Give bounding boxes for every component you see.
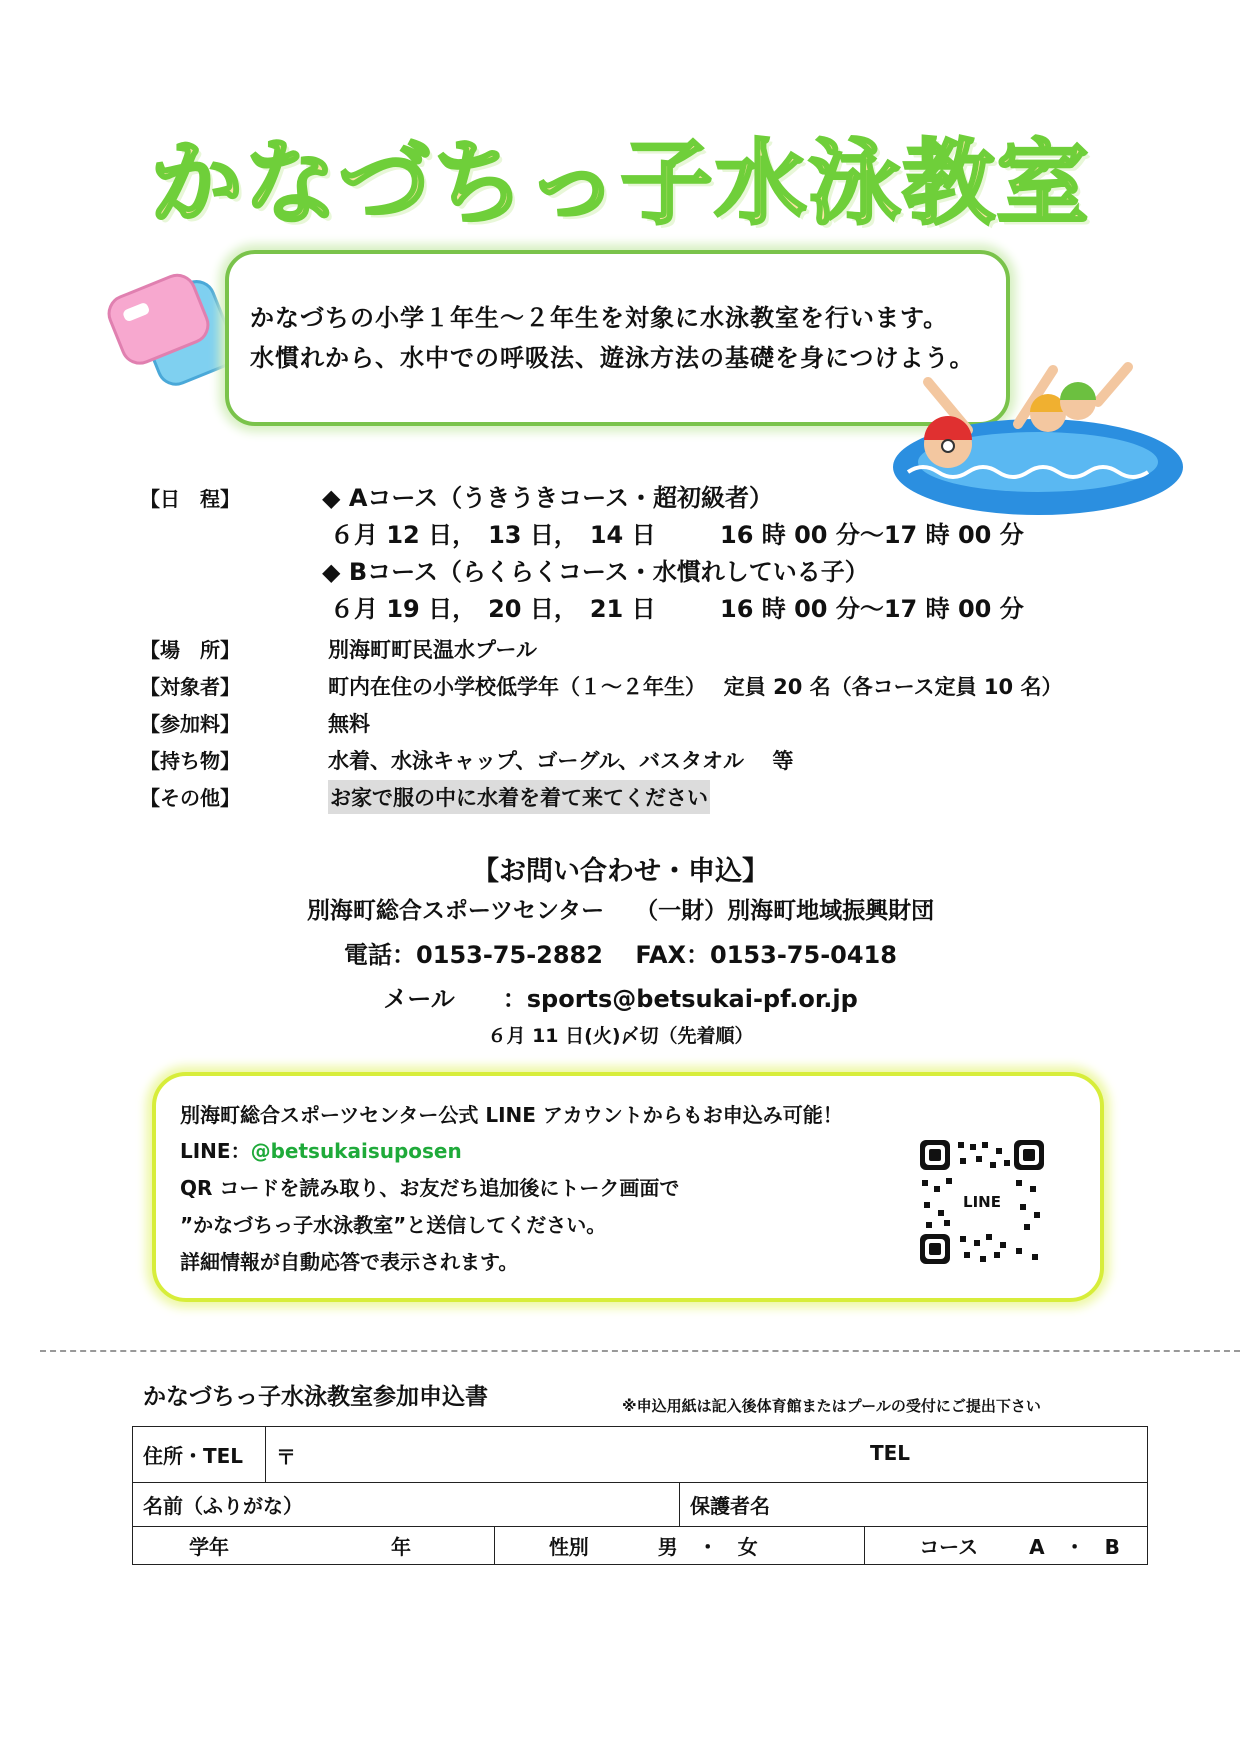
line-text-3: QR コードを読み取り、お友だち追加後にトーク画面で bbox=[180, 1176, 680, 1200]
address-field[interactable] bbox=[266, 1427, 1148, 1483]
line-text-2 bbox=[180, 1135, 462, 1164]
gender-field[interactable] bbox=[494, 1527, 864, 1565]
application-form bbox=[132, 1426, 1148, 1565]
postal-mark: 〒 bbox=[276, 1445, 296, 1469]
detail-value-place: 別海町町民温水プール bbox=[328, 638, 537, 662]
qr-code-icon[interactable] bbox=[920, 1140, 1044, 1264]
detail-label-other: 【その他】 bbox=[140, 786, 240, 810]
grade-field[interactable] bbox=[133, 1527, 495, 1565]
tel-label: TEL bbox=[870, 1441, 911, 1465]
line-text-5: 詳細情報が自動応答で表示されます。 bbox=[180, 1250, 519, 1274]
course-label: コース bbox=[919, 1535, 979, 1559]
course-a-time: 16 時 00 分～17 時 00 分 bbox=[720, 521, 1024, 549]
contact-org: 別海町総合スポーツセンター （一財）別海町地域振興財団 bbox=[306, 898, 935, 924]
intro-line-2: 水慣れから、水中での呼吸法、遊泳方法の基礎を身につけよう。 bbox=[250, 344, 975, 372]
schedule-label: 【日 程】 bbox=[140, 487, 240, 511]
grade-unit: 年 bbox=[390, 1535, 411, 1559]
name-label: 名前（ふりがな） bbox=[143, 1494, 303, 1518]
course-a-dates: ６月 12 日， 13 日， 14 日 bbox=[330, 521, 656, 549]
intro-line-1: かなづちの小学１年生～２年生を対象に水泳教室を行います。 bbox=[250, 304, 949, 332]
page-title: かなづちっ子水泳教室 bbox=[150, 130, 1091, 237]
contact-deadline: ６月 11 日(火)〆切（先着順） bbox=[487, 1025, 754, 1047]
detail-value-target: 町内在住の小学校低学年（１～２年生） 定員 20 名（各コース定員 10 名） bbox=[328, 675, 1063, 699]
gender-label: 性別 bbox=[548, 1535, 589, 1559]
line-text-4: ”かなづちっ子水泳教室”と送信してください。 bbox=[180, 1213, 607, 1237]
name-field[interactable] bbox=[133, 1483, 680, 1527]
course-b-title: ◆ Bコース（らくらくコース・水慣れしている子） bbox=[322, 558, 869, 586]
guardian-field[interactable] bbox=[680, 1483, 1148, 1527]
course-options[interactable]: A ・ B bbox=[1029, 1535, 1120, 1559]
grade-label: 学年 bbox=[189, 1535, 229, 1559]
course-field[interactable] bbox=[865, 1527, 1148, 1565]
kickboard-illustration bbox=[105, 262, 245, 402]
contact-heading: 【お問い合わせ・申込】 bbox=[472, 856, 769, 887]
course-b-dates: ６月 19 日， 20 日， 21 日 bbox=[330, 595, 656, 623]
cut-line bbox=[40, 1350, 1240, 1352]
gender-options[interactable]: 男 ・ 女 bbox=[657, 1535, 758, 1559]
course-a-title: ◆ Aコース（うきうきコース・超初級者） bbox=[322, 484, 773, 512]
contact-phone: 電話：0153-75-2882 FAX：0153-75-0418 bbox=[344, 941, 897, 969]
swimmers-illustration bbox=[888, 362, 1188, 522]
contact-mail: メール ：sports@betsukai-pf.or.jp bbox=[383, 985, 858, 1013]
detail-value-fee: 無料 bbox=[328, 712, 370, 736]
form-note: ※申込用紙は記入後体育館またはプールの受付にご提出下さい bbox=[622, 1397, 1041, 1415]
detail-label-target: 【対象者】 bbox=[140, 675, 240, 699]
line-text-1: 別海町総合スポーツセンター公式 LINE アカウントからもお申込み可能！ bbox=[180, 1103, 843, 1127]
detail-label-fee: 【参加料】 bbox=[140, 712, 240, 736]
detail-label-items: 【持ち物】 bbox=[140, 749, 240, 773]
form-title: かなづちっ子水泳教室参加申込書 bbox=[143, 1384, 488, 1410]
line-handle[interactable]: @betsukaisuposen bbox=[250, 1139, 462, 1163]
line-prefix: LINE： bbox=[180, 1139, 251, 1163]
detail-value-other: お家で服の中に水着を着て来てください bbox=[328, 780, 710, 814]
course-b-time: 16 時 00 分～17 時 00 分 bbox=[720, 595, 1024, 623]
qr-label: LINE bbox=[963, 1193, 1001, 1211]
detail-value-items: 水着、水泳キャップ、ゴーグル、バスタオル 等 bbox=[328, 749, 794, 773]
address-label: 住所・TEL bbox=[133, 1427, 266, 1483]
detail-label-place: 【場 所】 bbox=[140, 638, 240, 662]
guardian-label: 保護者名 bbox=[690, 1494, 770, 1518]
